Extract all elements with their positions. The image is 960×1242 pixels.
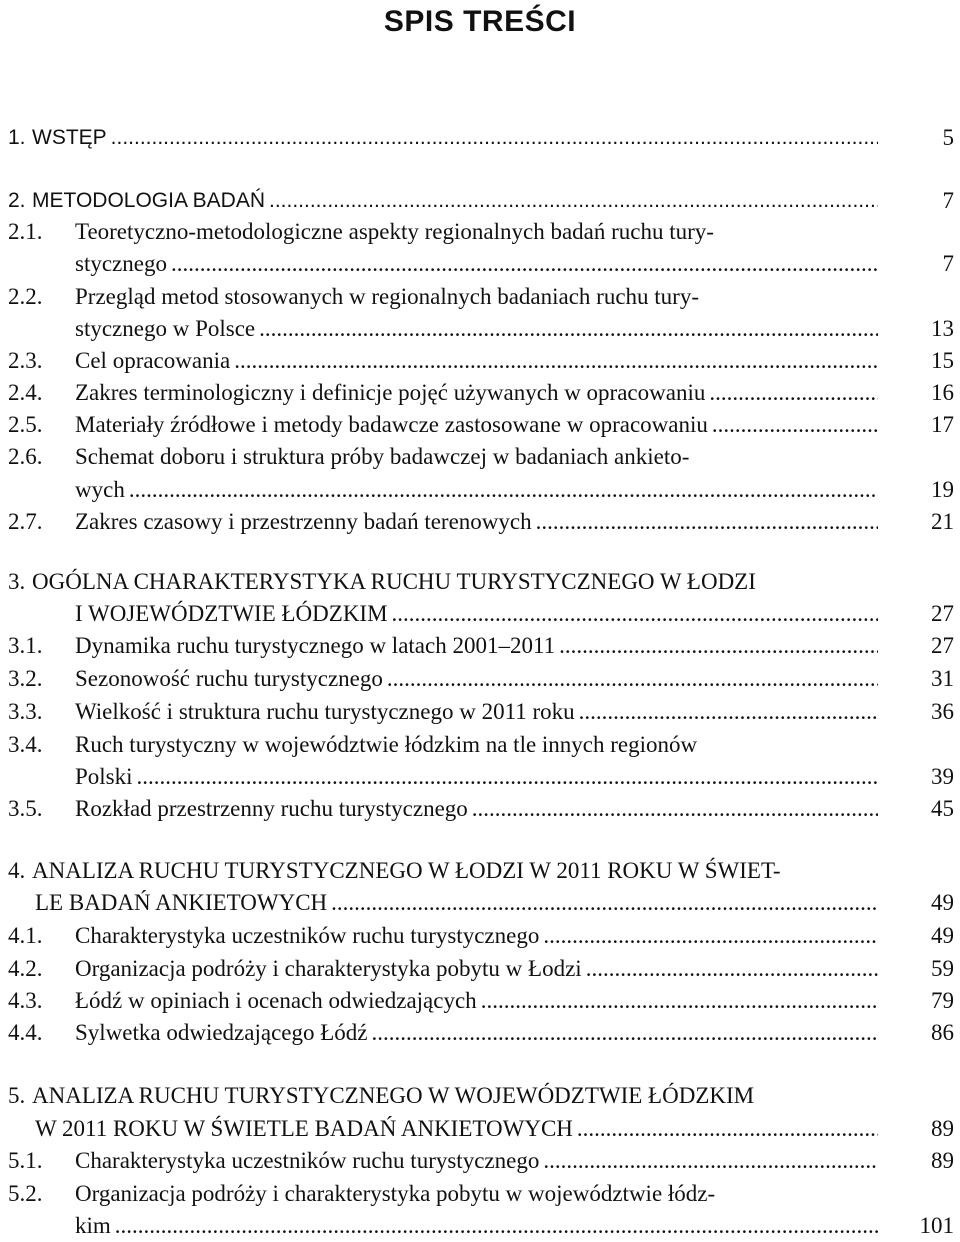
toc-entry-number: 2.6. xyxy=(8,444,43,469)
toc-entry[interactable] xyxy=(0,313,960,345)
dot-leader xyxy=(137,761,878,793)
dot-leader xyxy=(372,1017,879,1049)
toc-entry-number: 3. xyxy=(8,569,26,594)
toc-entry[interactable] xyxy=(0,1080,960,1112)
toc-entry-page-number: 45 xyxy=(931,796,954,821)
toc-entry[interactable] xyxy=(0,729,960,761)
toc-entry-page-number: 19 xyxy=(931,477,954,502)
toc-entry-title: stycznego xyxy=(75,251,167,276)
toc-entry-title: Charakterystyka uczestników ruchu turystycznego xyxy=(75,1148,540,1173)
toc-entry-number: 5.1. xyxy=(8,1148,43,1173)
dot-leader xyxy=(171,248,878,280)
toc-entry[interactable] xyxy=(0,474,960,506)
toc-entry[interactable] xyxy=(0,345,960,377)
dot-leader xyxy=(543,1145,878,1177)
toc-entry-page-number: 16 xyxy=(931,380,954,405)
toc-entry-title: I WOJEWÓDZTWIE ŁÓDZKIM xyxy=(75,601,388,626)
toc-entry-page-number: 31 xyxy=(931,666,954,691)
toc-entry-title: Materiały źródłowe i metody badawcze zastosowane w opracowaniu xyxy=(75,412,708,437)
toc-entry[interactable] xyxy=(0,920,960,952)
toc-entry-title: WSTĘP xyxy=(32,126,107,149)
toc-entry-page-number: 27 xyxy=(931,601,954,626)
toc-entry[interactable] xyxy=(0,1178,960,1210)
toc-entry[interactable] xyxy=(0,409,960,441)
toc-entry[interactable] xyxy=(0,793,960,825)
toc-entry-title: METODOLOGIA BADAŃ xyxy=(32,189,265,212)
toc-entry[interactable] xyxy=(0,761,960,793)
toc-entry[interactable] xyxy=(0,216,960,248)
toc-entry[interactable] xyxy=(0,696,960,728)
toc-entry-number: 2.4. xyxy=(8,380,43,405)
toc-entry-page-number: 49 xyxy=(931,890,954,915)
toc-entry-title: wych xyxy=(75,477,125,502)
toc-entry-title: Zakres terminologiczny i definicje pojęć używanych w opracowaniu xyxy=(75,380,706,405)
toc-entry[interactable] xyxy=(0,281,960,313)
toc-entry-title: Cel opracowania xyxy=(75,348,231,373)
toc-entry-title: Teoretyczno-metodologiczne aspekty regionalnych badań ruchu tury- xyxy=(75,219,714,244)
dot-leader xyxy=(387,663,878,695)
toc-entry-number: 4.4. xyxy=(8,1020,43,1045)
toc-entry-page-number: 89 xyxy=(931,1148,954,1173)
dot-leader xyxy=(115,1210,878,1242)
toc-entry-title: Rozkład przestrzenny ruchu turystycznego xyxy=(75,796,468,821)
toc-entry-number: 3.4. xyxy=(8,732,43,757)
toc-entry-title: kim xyxy=(75,1213,111,1238)
toc-entry-number: 3.2. xyxy=(8,666,43,691)
dot-leader xyxy=(543,920,878,952)
toc-entry-title: LE BADAŃ ANKIETOWYCH xyxy=(35,890,328,915)
toc-entry-page-number: 5 xyxy=(942,125,954,150)
toc-entry-page-number: 36 xyxy=(931,699,954,724)
toc-entry[interactable] xyxy=(0,630,960,662)
dot-leader xyxy=(129,474,878,506)
toc-entry[interactable] xyxy=(0,1017,960,1049)
toc-entry[interactable] xyxy=(0,855,960,887)
dot-leader xyxy=(234,345,878,377)
dot-leader xyxy=(331,887,878,919)
dot-leader xyxy=(392,598,878,630)
toc-entry-page-number: 7 xyxy=(942,251,954,276)
toc-entry-number: 4. xyxy=(8,858,26,883)
toc-entry[interactable] xyxy=(0,663,960,695)
toc-entry-title: ANALIZA RUCHU TURYSTYCZNEGO W WOJEWÓDZTWIE ŁÓDZKIM xyxy=(32,1083,755,1108)
toc-entry[interactable] xyxy=(0,1113,960,1145)
toc-entry-number: 2.2. xyxy=(8,284,43,309)
toc-entry-number: 2.7. xyxy=(8,509,43,534)
toc-entry-number: 4.3. xyxy=(8,988,43,1013)
toc-entry[interactable] xyxy=(0,377,960,409)
toc-entry[interactable] xyxy=(0,598,960,630)
toc-entry[interactable] xyxy=(0,506,960,538)
toc-entry-page-number: 17 xyxy=(931,412,954,437)
toc-entry-title: Organizacja podróży i charakterystyka pobytu w województwie łódz- xyxy=(75,1181,716,1206)
toc-entry-page-number: 79 xyxy=(931,988,954,1013)
toc-entry-page-number: 89 xyxy=(931,1116,954,1141)
toc-entry-title: Łódź w opiniach i ocenach odwiedzających xyxy=(75,988,477,1013)
toc-entry-title: Organizacja podróży i charakterystyka pobytu w Łodzi xyxy=(75,956,582,981)
toc-entry-number: 2.5. xyxy=(8,412,43,437)
toc-entry-page-number: 7 xyxy=(942,188,954,213)
toc-entry-title: Sezonowość ruchu turystycznego xyxy=(75,666,383,691)
toc-entry-title: Przegląd metod stosowanych w regionalnych badaniach ruchu tury- xyxy=(75,284,699,309)
toc-entry-number: 3.5. xyxy=(8,796,43,821)
toc-entry-number: 4.1. xyxy=(8,923,43,948)
dot-leader xyxy=(111,122,878,154)
toc-entry-number: 2.3. xyxy=(8,348,43,373)
toc-entry-number: 2.1. xyxy=(8,219,43,244)
toc-entry-title: Ruch turystyczny w województwie łódzkim na tle innych regionów xyxy=(75,732,698,757)
toc-entry-page-number: 49 xyxy=(931,923,954,948)
dot-leader xyxy=(577,1113,878,1145)
toc-entry-number: 5. xyxy=(8,1083,26,1108)
dot-leader xyxy=(579,696,878,728)
toc-entry-title: W 2011 ROKU W ŚWIETLE BADAŃ ANKIETOWYCH xyxy=(35,1116,573,1141)
toc-entry-page-number: 101 xyxy=(919,1213,954,1238)
toc-entry-page-number: 13 xyxy=(931,316,954,341)
toc-entry-title: ANALIZA RUCHU TURYSTYCZNEGO W ŁODZI W 2011 ROKU W ŚWIET- xyxy=(32,858,781,883)
toc-entry-page-number: 27 xyxy=(931,633,954,658)
toc-entry[interactable] xyxy=(0,248,960,280)
toc-entry-number: 3.1. xyxy=(8,633,43,658)
page-title: SPIS TREŚCI xyxy=(383,5,577,38)
dot-leader xyxy=(536,506,878,538)
toc-entry-title: Sylwetka odwiedzającego Łódź xyxy=(75,1020,368,1045)
dot-leader xyxy=(472,793,878,825)
toc-entry-page-number: 21 xyxy=(931,509,954,534)
dot-leader xyxy=(712,409,878,441)
toc-entry-title: Wielkość i struktura ruchu turystycznego w 2011 roku xyxy=(75,699,575,724)
toc-entry-title: Zakres czasowy i przestrzenny badań terenowych xyxy=(75,509,532,534)
dot-leader xyxy=(586,953,878,985)
dot-leader xyxy=(709,377,878,409)
toc-entry-title: stycznego w Polsce xyxy=(75,316,256,341)
toc-entry[interactable] xyxy=(0,1210,960,1242)
toc-entry[interactable] xyxy=(0,953,960,985)
toc-entry[interactable] xyxy=(0,1145,960,1177)
toc-entry-number: 1. xyxy=(8,126,26,149)
toc-entry-number: 3.3. xyxy=(8,699,43,724)
dot-leader xyxy=(269,185,878,217)
toc-entry-number: 4.2. xyxy=(8,956,43,981)
toc-entry-number: 5.2. xyxy=(8,1181,43,1206)
toc-entry-title: OGÓLNA CHARAKTERYSTYKA RUCHU TURYSTYCZNEGO W ŁODZI xyxy=(32,569,756,594)
toc-entry-page-number: 39 xyxy=(931,764,954,789)
dot-leader xyxy=(559,630,878,662)
dot-leader xyxy=(481,985,878,1017)
toc-entry[interactable] xyxy=(0,441,960,473)
toc-entry[interactable] xyxy=(0,185,960,217)
toc-entry-number: 2. xyxy=(8,189,26,212)
dot-leader xyxy=(259,313,878,345)
toc-entry-title: Charakterystyka uczestników ruchu turystycznego xyxy=(75,923,540,948)
toc-entry-title: Schemat doboru i struktura próby badawczej w badaniach ankieto- xyxy=(75,444,690,469)
toc-entry[interactable] xyxy=(0,887,960,919)
toc-entry[interactable] xyxy=(0,566,960,598)
toc-entry-page-number: 15 xyxy=(931,348,954,373)
toc-entry-title: Dynamika ruchu turystycznego w latach 2001–2011 xyxy=(75,633,556,658)
toc-entry-title: Polski xyxy=(75,764,133,789)
toc-entry-page-number: 86 xyxy=(931,1020,954,1045)
toc-entry[interactable] xyxy=(0,985,960,1017)
toc-entry[interactable] xyxy=(0,122,960,154)
toc-entry-page-number: 59 xyxy=(931,956,954,981)
